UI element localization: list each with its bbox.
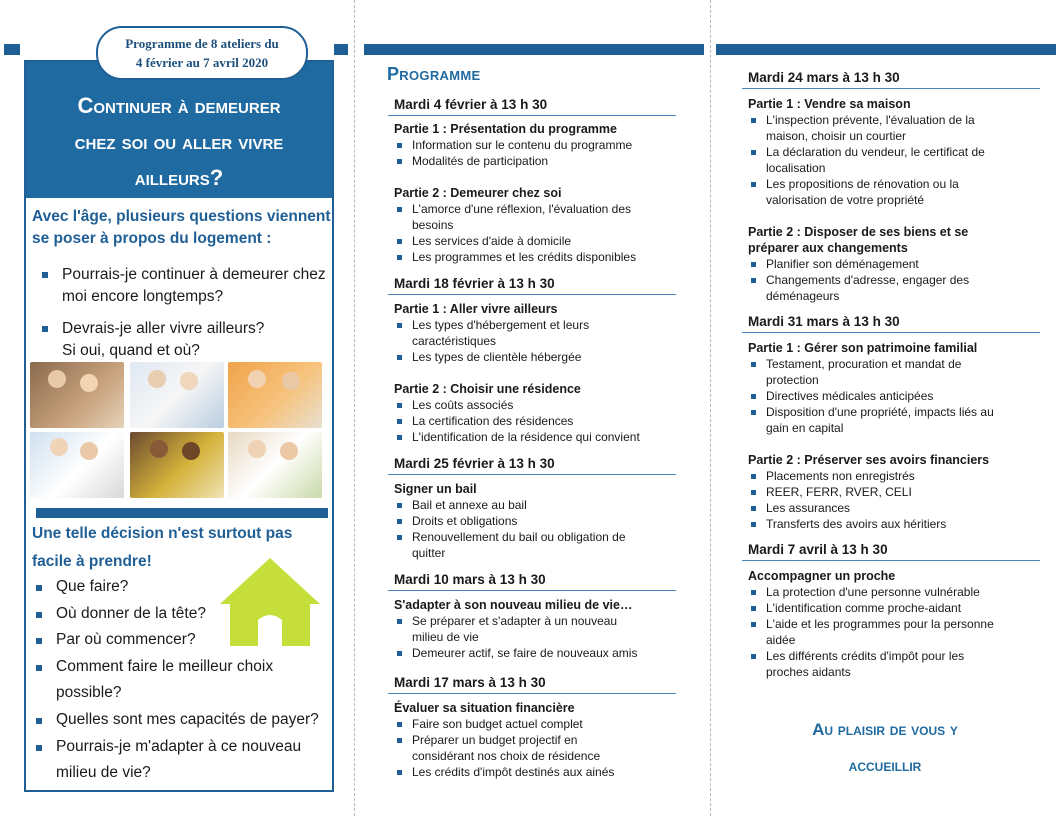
list-item-line: Disposition d'une propriété, impacts liés au: [766, 405, 994, 419]
list-item: Les services d'aide à domicile: [394, 233, 678, 249]
list-item: REER, FERR, RVER, CELI: [748, 484, 1040, 500]
list-item-line: L'aide et les programmes pour la personne: [766, 617, 994, 631]
main-title-line: Continuer à demeurer: [77, 93, 281, 118]
list-item: Transferts des avoirs aux héritiers: [748, 516, 1040, 532]
list-item-line: Les propositions de rénovation ou la: [766, 177, 959, 191]
list-item-line: gain en capital: [766, 421, 844, 435]
list-item-line: Les types d'hébergement et leurs: [412, 318, 590, 332]
list-item-line: localisation: [766, 161, 826, 175]
session-part-title: Partie 2 : Choisir une résidence: [394, 382, 581, 396]
seniors-photo-icon: [228, 362, 322, 428]
session-date: Mardi 24 mars à 13 h 30: [742, 69, 1040, 89]
fold-line-2: [710, 0, 711, 816]
session-items: [748, 584, 1040, 680]
seniors-photo-icon: [30, 362, 124, 428]
part-title-line: Partie 2 : Disposer de ses biens et se: [748, 225, 969, 239]
session-items: [748, 256, 1040, 304]
list-item: Droits et obligations: [394, 513, 678, 529]
list-item: [748, 176, 1040, 208]
list-item: [34, 734, 334, 787]
dates-pill: [96, 26, 308, 80]
list-item: [748, 404, 1040, 436]
list-item: [394, 732, 678, 764]
closing-line: Au plaisir de vous y: [812, 720, 958, 739]
list-item: Information sur le contenu du programme: [394, 137, 678, 153]
list-item: Planifier son déménagement: [748, 256, 1040, 272]
session-part-title: S'adapter à son nouveau milieu de vie…: [394, 598, 633, 612]
top-bar-left: [4, 44, 20, 55]
dates-line-1: Programme de 8 ateliers du: [125, 36, 279, 51]
list-item-line: La déclaration du vendeur, le certificat de: [766, 145, 985, 159]
list-item-line: aidée: [766, 633, 796, 647]
session-items: [394, 317, 678, 365]
session-date: Mardi 10 mars à 13 h 30: [388, 571, 676, 591]
list-item-line: Se préparer et s'adapter à un nouveau: [412, 614, 618, 628]
decision-line: facile à prendre!: [32, 553, 152, 570]
intro-line: Avec l'âge, plusieurs questions viennent: [32, 208, 331, 225]
list-item: [748, 112, 1040, 144]
list-item: Faire son budget actuel complet: [394, 716, 678, 732]
list-item-line: Les différents crédits d'impôt pour les: [766, 649, 965, 663]
intro-line: se poser à propos du logement :: [32, 230, 272, 247]
list-item: Les assurances: [748, 500, 1040, 516]
house-icon: [216, 554, 324, 650]
section-divider: [36, 508, 328, 518]
list-item: [748, 144, 1040, 176]
list-item-line: L'inspection prévente, l'évaluation de la: [766, 113, 975, 127]
list-item-line: quitter: [412, 546, 446, 560]
session-items: [394, 137, 678, 169]
session-date: Mardi 31 mars à 13 h 30: [742, 313, 1040, 333]
session-items: [748, 112, 1040, 208]
list-item: Placements non enregistrés: [748, 468, 1040, 484]
main-title-line: ailleurs?: [134, 165, 224, 190]
list-item: L'identification comme proche-aidant: [748, 600, 1040, 616]
list-item-line: L'amorce d'une réflexion, l'évaluation des: [412, 202, 632, 216]
list-item: Bail et annexe au bail: [394, 497, 678, 513]
top-bar-left-right: [334, 44, 348, 55]
list-item: [748, 356, 1040, 388]
session-part-title: Partie 2 : Demeurer chez soi: [394, 186, 562, 200]
list-item-line: milieu de vie?: [56, 764, 151, 782]
list-item-line: milieu de vie: [412, 630, 479, 644]
fold-line-1: [354, 0, 355, 816]
main-title-line: chez soi ou aller vivre: [74, 129, 284, 154]
list-item-line: moi encore longtemps?: [62, 288, 224, 305]
dates-line-2: 4 février au 7 avril 2020: [135, 55, 269, 70]
list-item-line: Pourrais-je continuer à demeurer chez: [62, 266, 326, 283]
list-item: [34, 654, 334, 707]
list-item-line: Testament, procuration et mandat de: [766, 357, 962, 371]
list-item-line: Pourrais-je m'adapter à ce nouveau: [56, 737, 302, 755]
top-bar-right: [716, 44, 1056, 55]
list-item-line: Quelles sont mes capacités de payer?: [56, 710, 319, 728]
list-item: Modalités de participation: [394, 153, 678, 169]
program-title: Programme: [387, 64, 481, 84]
list-item: Les types de clientèle hébergée: [394, 349, 678, 365]
list-item: [394, 613, 678, 645]
session-part-title: Évaluer sa situation financière: [394, 701, 575, 715]
list-item: [394, 529, 678, 561]
intro-panel: [24, 60, 334, 792]
session-part-title: [748, 224, 1040, 256]
session-part-title: Partie 1 : Aller vivre ailleurs: [394, 302, 558, 316]
list-item-line: caractéristiques: [412, 334, 497, 348]
list-item: Les coûts associés: [394, 397, 678, 413]
top-bar-middle: [364, 44, 704, 55]
list-item-line: besoins: [412, 218, 454, 232]
intro-question: [32, 206, 332, 250]
session-date: Mardi 7 avril à 13 h 30: [742, 541, 1040, 561]
list-item: [40, 318, 330, 362]
housing-questions: [40, 264, 330, 362]
seniors-photo-icon: [30, 432, 124, 498]
list-item-line: valorisation de votre propriété: [766, 193, 925, 207]
list-item-line: maison, choisir un courtier: [766, 129, 907, 143]
list-item: [748, 272, 1040, 304]
list-item-line: considérant nos choix de résidence: [412, 749, 601, 763]
list-item-line: Comment faire le meilleur choix: [56, 657, 274, 675]
list-item-line: Devrais-je aller vivre ailleurs?: [62, 320, 265, 337]
list-item: Les programmes et les crédits disponibles: [394, 249, 678, 265]
list-item: [748, 648, 1040, 680]
session-part-title: Partie 2 : Préserver ses avoirs financiers: [748, 453, 990, 467]
session-part-title: Partie 1 : Présentation du programme: [394, 122, 617, 136]
session-items: [748, 356, 1040, 436]
main-title: [32, 88, 326, 196]
list-item-line: Que faire?: [56, 578, 129, 595]
session-part-title: Partie 1 : Vendre sa maison: [748, 97, 911, 111]
list-item: Directives médicales anticipées: [748, 388, 1040, 404]
list-item-line: Renouvellement du bail ou obligation de: [412, 530, 626, 544]
seniors-photo-icon: [130, 432, 224, 498]
list-item-line: Changements d'adresse, engager des: [766, 273, 970, 287]
list-item-line: Où donner de la tête?: [56, 604, 206, 622]
list-item-line: déménageurs: [766, 289, 840, 303]
list-item: [394, 201, 678, 233]
session-items: [394, 613, 678, 661]
session-part-title: Partie 1 : Gérer son patrimoine familial: [748, 341, 978, 355]
list-item: [748, 616, 1040, 648]
seniors-photo-icon: [130, 362, 224, 428]
session-items: [394, 397, 678, 445]
list-item-line: Préparer un budget projectif en: [412, 733, 578, 747]
list-item: [34, 707, 334, 734]
session-date: Mardi 4 février à 13 h 30: [388, 96, 676, 116]
session-items: [394, 716, 678, 780]
seniors-photo-icon: [228, 432, 322, 498]
session-items: [748, 468, 1040, 532]
list-item-line: Si oui, quand et où?: [62, 342, 200, 359]
list-item: La protection d'une personne vulnérable: [748, 584, 1040, 600]
part-title-line: préparer aux changements: [748, 241, 908, 255]
session-date: Mardi 18 février à 13 h 30: [388, 275, 676, 295]
list-item: [40, 264, 330, 308]
title-banner: [26, 62, 332, 198]
list-item: Les crédits d'impôt destinés aux ainés: [394, 764, 678, 780]
session-items: [394, 497, 678, 561]
session-date: Mardi 25 février à 13 h 30: [388, 455, 676, 475]
list-item-line: possible?: [56, 684, 122, 702]
list-item: La certification des résidences: [394, 413, 678, 429]
list-item: [394, 317, 678, 349]
list-item-line: Par où commencer?: [56, 631, 196, 649]
session-items: [394, 201, 678, 265]
session-date: Mardi 17 mars à 13 h 30: [388, 674, 676, 694]
decision-line: Une telle décision n'est surtout pas: [32, 525, 293, 542]
list-item: Demeurer actif, se faire de nouveaux amis: [394, 645, 678, 661]
list-item-line: proches aidants: [766, 665, 851, 679]
list-item-line: protection: [766, 373, 819, 387]
closing-message: [760, 712, 1010, 784]
session-part-title: Signer un bail: [394, 482, 477, 496]
closing-line: accueillir: [848, 756, 922, 775]
session-part-title: Accompagner un proche: [748, 569, 896, 583]
list-item: L'identification de la résidence qui convient: [394, 429, 678, 445]
